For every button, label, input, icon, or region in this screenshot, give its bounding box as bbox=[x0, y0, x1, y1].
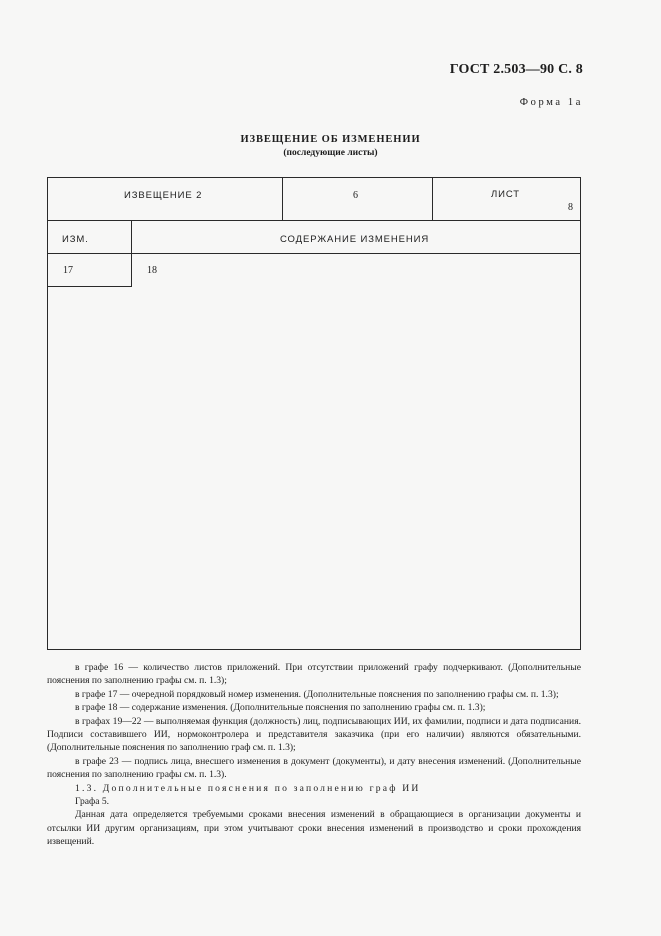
form-label: Форма 1а bbox=[519, 97, 583, 108]
section-heading-1-3: 1.3. Дополнительные пояснения по заполнению граф ИИ bbox=[75, 782, 421, 794]
paragraph-col17: в графе 17 — очередной порядковый номер изменения. (Дополнительные пояснения по заполнению графы см. п. 1.3); bbox=[75, 688, 559, 700]
standard-header: ГОСТ 2.503—90 С. 8 bbox=[449, 62, 583, 77]
paragraph-date-note: Данная дата определяется требуемыми сроками внесения изменений в обращающиеся в организации документы и отсылки ИИ другим организациям, при этом учитывают сроки внесения изменений в производство и сроки прохождения извещений. bbox=[47, 809, 581, 848]
sheet-label: ЛИСТ bbox=[491, 189, 521, 200]
change-field-number: 17 bbox=[63, 265, 73, 276]
notice-form-frame bbox=[47, 177, 581, 650]
form-col-divider bbox=[432, 177, 433, 220]
paragraph-col18: в графе 18 — содержание изменения. (Дополнительные пояснения по заполнению графы см. п. 1.3); bbox=[75, 702, 486, 714]
explanatory-text bbox=[47, 661, 581, 849]
form-col-divider bbox=[131, 220, 132, 287]
form-title: ИЗВЕЩЕНИЕ ОБ ИЗМЕНЕНИИ bbox=[240, 134, 421, 145]
paragraph-column-5: Графа 5. bbox=[75, 796, 110, 808]
paragraph-col19-22: в графах 19—22 — выполняемая функция (должность) лиц, подписывающих ИИ, их фамилии, подписи и дата подписания. Подписи составившего ИИ, нормоконтролера и представителя заказчика (при его наличии) являются обязательными. (Дополнительные пояснения по заполнению граф см. п. 1.3); bbox=[47, 715, 581, 754]
content-column-label: СОДЕРЖАНИЕ ИЗМЕНЕНИЯ bbox=[280, 234, 430, 245]
notice-field-number: 6 bbox=[353, 190, 358, 201]
change-column-label: ИЗМ. bbox=[62, 234, 89, 245]
form-col-divider bbox=[282, 177, 283, 220]
paragraph-col16: в графе 16 — количество листов приложений. При отсутствии приложений графу подчеркивают. (Дополнительные пояснения по заполнению графы см. п. 1.3); bbox=[47, 662, 581, 687]
sheet-field-number: 8 bbox=[568, 202, 573, 213]
form-subtitle: (последующие листы) bbox=[283, 148, 378, 158]
notice-label: ИЗВЕЩЕНИЕ 2 bbox=[124, 190, 203, 201]
change-cell-bottom bbox=[47, 286, 131, 287]
paragraph-col23: в графе 23 — подпись лица, внесшего изменения в документ (документы), и дату внесения изменений. (Дополнительные пояснения по заполнению графы см. п. 1.3). bbox=[47, 755, 581, 781]
content-field-number: 18 bbox=[147, 265, 157, 276]
form-row-divider bbox=[47, 253, 581, 254]
form-row-divider bbox=[47, 220, 581, 221]
